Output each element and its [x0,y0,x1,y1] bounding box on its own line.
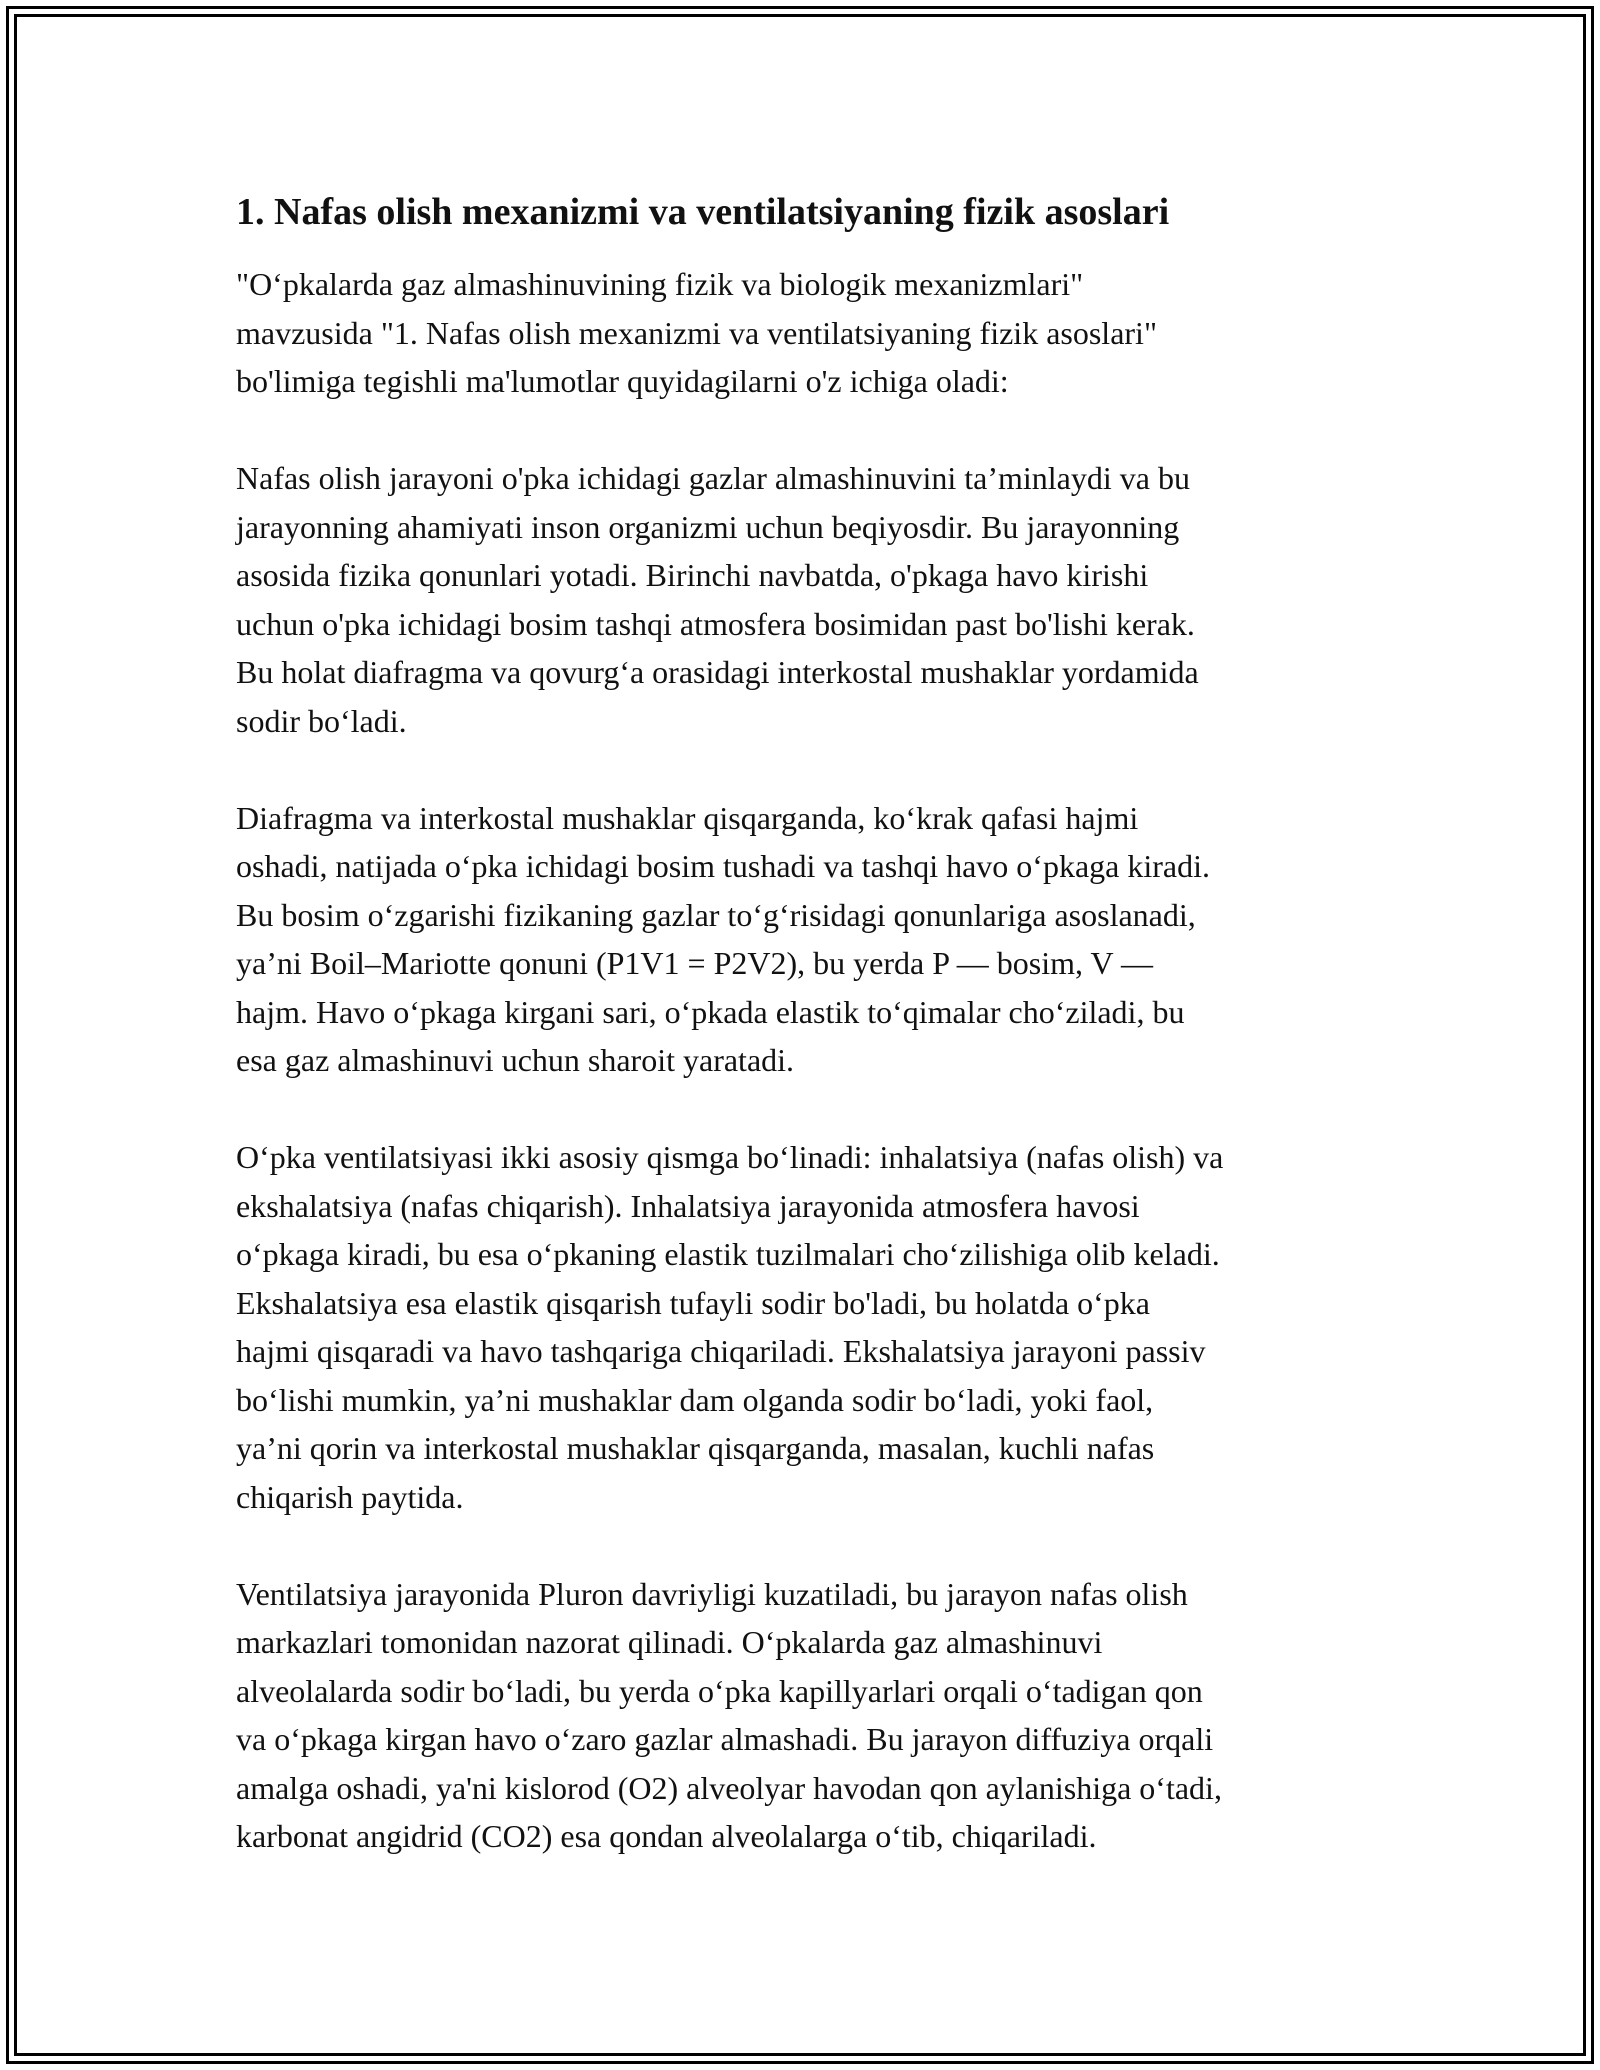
text-line: markazlari tomonidan nazorat qilinadi. O‘pkalarda gaz almashinuvi [236,1624,1103,1660]
paragraph-gas-exchange [236,1570,1376,1861]
text-line: bo'limiga tegishli ma'lumotlar quyidagilarni o'z ichiga oladi: [236,363,1009,399]
text-line: Diafragma va interkostal mushaklar qisqarganda, ko‘krak qafasi hajmi [236,799,1139,836]
text-line: amalga oshadi, ya'ni kislorod (O2) alveolyar havodan qon aylanishiga o‘tadi, [236,1769,1222,1806]
text-line: ya’ni qorin va interkostal mushaklar qisqarganda, masalan, kuchli nafas [236,1430,1155,1466]
paragraph-pressure-change [236,794,1376,1085]
text-line: Ventilatsiya jarayonida Pluron davriyligi kuzatiladi, bu jarayon nafas olish [236,1575,1188,1612]
text-line: alveolalarda sodir bo‘ladi, bu yerda o‘pka kapillyarlari orqali o‘tadigan qon [236,1672,1203,1709]
text-line: ya’ni Boil–Mariotte qonuni (P1V1 = P2V2), bu yerda P — bosim, V — [236,945,1153,981]
text-line: va o‘pkaga kirgan havo o‘zaro gazlar almashadi. Bu jarayon diffuziya orqali [236,1721,1214,1757]
paragraph-ventilation-phases [236,1133,1376,1521]
text-line: Nafas olish jarayoni o'pka ichidagi gazlar almashinuvini ta’minlaydi va bu [236,460,1190,496]
text-line: uchun o'pka ichidagi bosim tashqi atmosfera bosimidan past bo'lishi kerak. [236,605,1195,642]
paragraph-breathing-process [236,454,1376,745]
section-title: 1. Nafas olish mexanizmi va ventilatsiyaning fizik asoslari [236,191,1170,233]
text-line: Ekshalatsiya esa elastik qisqarish tufayli sodir bo'ladi, bu holatda o‘pka [236,1284,1150,1321]
paragraph-intro [236,260,1376,406]
text-line: karbonat angidrid (CO2) esa qondan alveolalarga o‘tib, chiqariladi. [236,1818,1097,1854]
text-line: oshadi, natijada o‘pka ichidagi bosim tushadi va tashqi havo o‘pkaga kiradi. [236,848,1210,884]
text-line: O‘pka ventilatsiyasi ikki asosiy qismga bo‘linadi: inhalatsiya (nafas olish) va [236,1139,1224,1175]
text-line: "O‘pkalarda gaz almashinuvining fizik va biologik mexanizmlari" [236,266,1084,302]
text-line: chiqarish paytida. [236,1478,464,1515]
text-line: esa gaz almashinuvi uchun sharoit yaratadi. [236,1042,795,1078]
text-line: ekshalatsiya (nafas chiqarish). Inhalatsiya jarayonida atmosfera havosi [236,1187,1140,1224]
text-line: asosida fizika qonunlari yotadi. Birinchi navbatda, o'pkaga havo kirishi [236,557,1149,593]
text-line: Bu bosim o‘zgarishi fizikaning gazlar to‘g‘risidagi qonunlariga asoslanadi, [236,896,1196,933]
text-line: mavzusida "1. Nafas olish mexanizmi va ventilatsiyaning fizik asoslari" [236,314,1157,351]
text-line: bo‘lishi mumkin, ya’ni mushaklar dam olganda sodir bo‘ladi, yoki faol, [236,1381,1154,1418]
text-line: hajm. Havo o‘pkaga kirgani sari, o‘pkada elastik to‘qimalar cho‘ziladi, bu [236,993,1185,1030]
text-line: Bu holat diafragma va qovurg‘a orasidagi interkostal mushaklar yordamida [236,654,1199,690]
document-body [236,184,1376,1909]
text-line: hajmi qisqaradi va havo tashqariga chiqariladi. Ekshalatsiya jarayoni passiv [236,1333,1206,1369]
text-line: jarayonning ahamiyati inson organizmi uchun beqiyosdir. Bu jarayonning [236,508,1180,545]
text-line: o‘pkaga kiradi, bu esa o‘pkaning elastik tuzilmalari cho‘zilishiga olib keladi. [236,1236,1220,1272]
text-line: sodir bo‘ladi. [236,702,407,739]
